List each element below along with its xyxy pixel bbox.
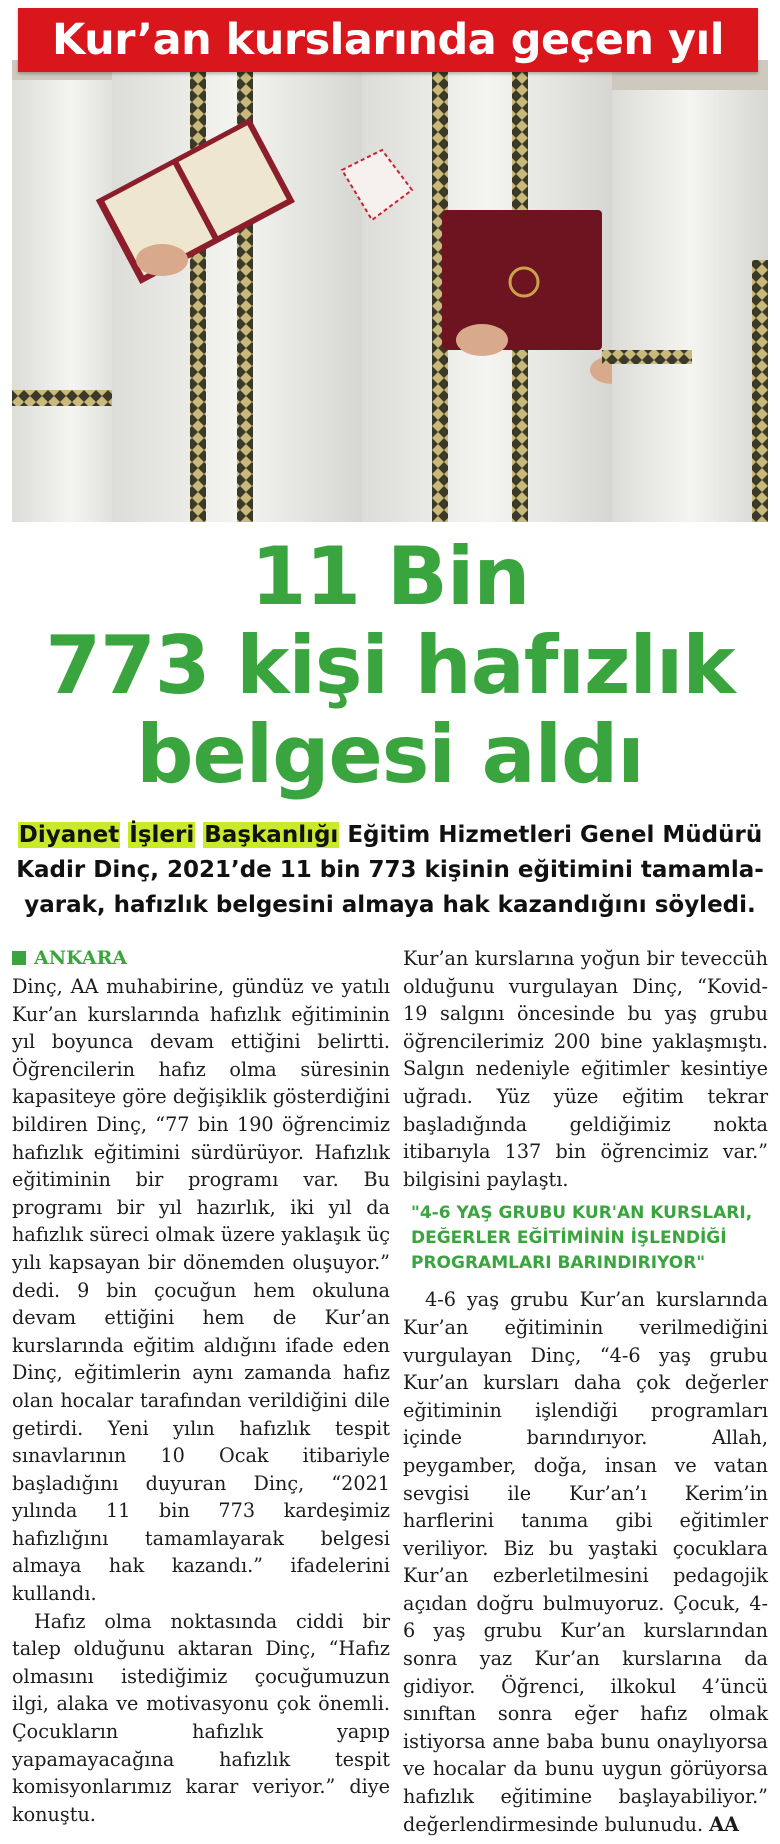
- article-paragraph-2-start: Hafız olma noktasında ciddi bir talep olduğunu aktaran Dinç, “Hafız olmasını istediğimiz çocuğumuzun ilgi, alaka ve motivasyonu çok önemli. Çocukların hafızlık yapıp yapamayacağına hafızlık tespit komisyonlarımız karar veriyor.” diye konuştu.: [12, 1609, 390, 1826]
- article-paragraph-3-text: 4-6 yaş grubu Kur’an kurslarında Kur’an eğitiminin verilmediğini vurgulayan Dinç, “4-6 yaş grubu Kur’an kursları daha çok değerler eğitiminin işlendiği programları içinde barındırıyor. Allah, peygamber, doğa, insan ve vatan sevgisi ile Kur’an’ı Kerim’in harflerini tanıma gibi eğitimler veriliyor. Biz bu yaştaki çocuklara Kur’an ezberletilmesini pedagojik açıdan doğru bulmuyoruz. Çocuk, 4-6 yaş grubu Kur’an kurslarından sonra yaz Kur’an kurslarına da gidiyor. Öğrenci, ilkokul 4’üncü sınıftan sonra eğer hafız olmak istiyorsa anne baba bunu onaylıyorsa ve hocalar da bunu uygun görüyorsa hafızlık eğitimine başlayabiliyor.” değerlendirmesinde bulunudu.: [403, 1288, 768, 1836]
- headline-line-1: 11 Bin: [250, 530, 530, 623]
- lead-paragraph: [12, 818, 768, 923]
- headline-line-2: 773 kişi hafızlık: [45, 619, 735, 712]
- article-column-1: [12, 945, 390, 1828]
- dateline: [12, 945, 390, 971]
- section-banner: Kur’an kurslarında geçen yıl: [18, 8, 758, 72]
- dateline-square-icon: [12, 951, 26, 965]
- lead-text: Eğitim Hizmetleri Genel Müdürü Kadir Dinç, 2021’de 11 bin 773 kişinin eğitimini tamamla-yarak, hafızlık belgesini almaya hak kazandığını söyledi.: [16, 822, 764, 918]
- article-subheading: "4-6 YAŞ GRUBU KUR'AN KURSLARI, DEĞERLER EĞİTİMİNİN İŞLENDİĞİ PROGRAMLARI BARINDIRIYOR": [411, 1203, 753, 1274]
- graduates-holding-certificates-photo: [12, 60, 768, 522]
- headline-line-3: belgesi aldı: [136, 708, 644, 801]
- article-signature: AA: [709, 1812, 739, 1836]
- article-paragraph-1: Dinç, AA muhabirine, gündüz ve yatılı Kur’an kurslarında hafızlık eğitiminin yıl boyunca devam ettiğini belirtti. Öğrencilerin hafız olma süresinin kapasiteye göre değişiklik gösterdiğini bildiren Dinç, “77 bin 190 öğrencimiz hafızlık eğitimini sürdürüyor. Hafızlık eğitiminin bir programı var. Bu programı bir yıl hazırlık, iki yıl da hafızlık süreci olmak üzere yaklaşık üç yılı kapsayan bir dönemden oluşuyor.” dedi. 9 bin çocuğun hem okuluna devam ettiğini hem de Kur’an kurslarında eğitim aldığını ifade eden Dinç, eğitimlerin aynı zamanda hafız olan hocalar tarafından verildiğini dile getirdi. Yeni yılın hafızlık tespit sınavlarının 10 Ocak itibariyle başladığını duyuran Dinç, “2021 yılında 11 bin 773 kardeşimiz hafızlığını tamamlayarak belgesi almaya hak kazandı.” ifadelerini kullandı.: [12, 975, 390, 1606]
- lead-highlight-2: İşleri: [129, 822, 195, 848]
- dateline-text: ANKARA: [34, 947, 128, 969]
- lead-highlight-3: Başkanlığı: [204, 822, 339, 848]
- article-paragraph-2: Kur’an kurslarına yoğun bir teveccüh olduğunu vurgulayan Dinç, “Kovid-19 salgını öncesinde bu yaş grubu öğrencilerimiz 200 bine yaklaşmıştı. Salgın nedeniyle eğitimler kesintiye uğradı. Yüz yüze eğitim tekrar başladığında geldiğimiz nokta itibarıyla 137 bin öğrencimiz var.” bilgisini paylaştı.: [403, 947, 768, 1191]
- headline: [0, 532, 780, 799]
- lead-highlight-1: Diyanet: [18, 822, 120, 848]
- article-column-2: [403, 945, 768, 1838]
- article-paragraph-3: [403, 1286, 768, 1838]
